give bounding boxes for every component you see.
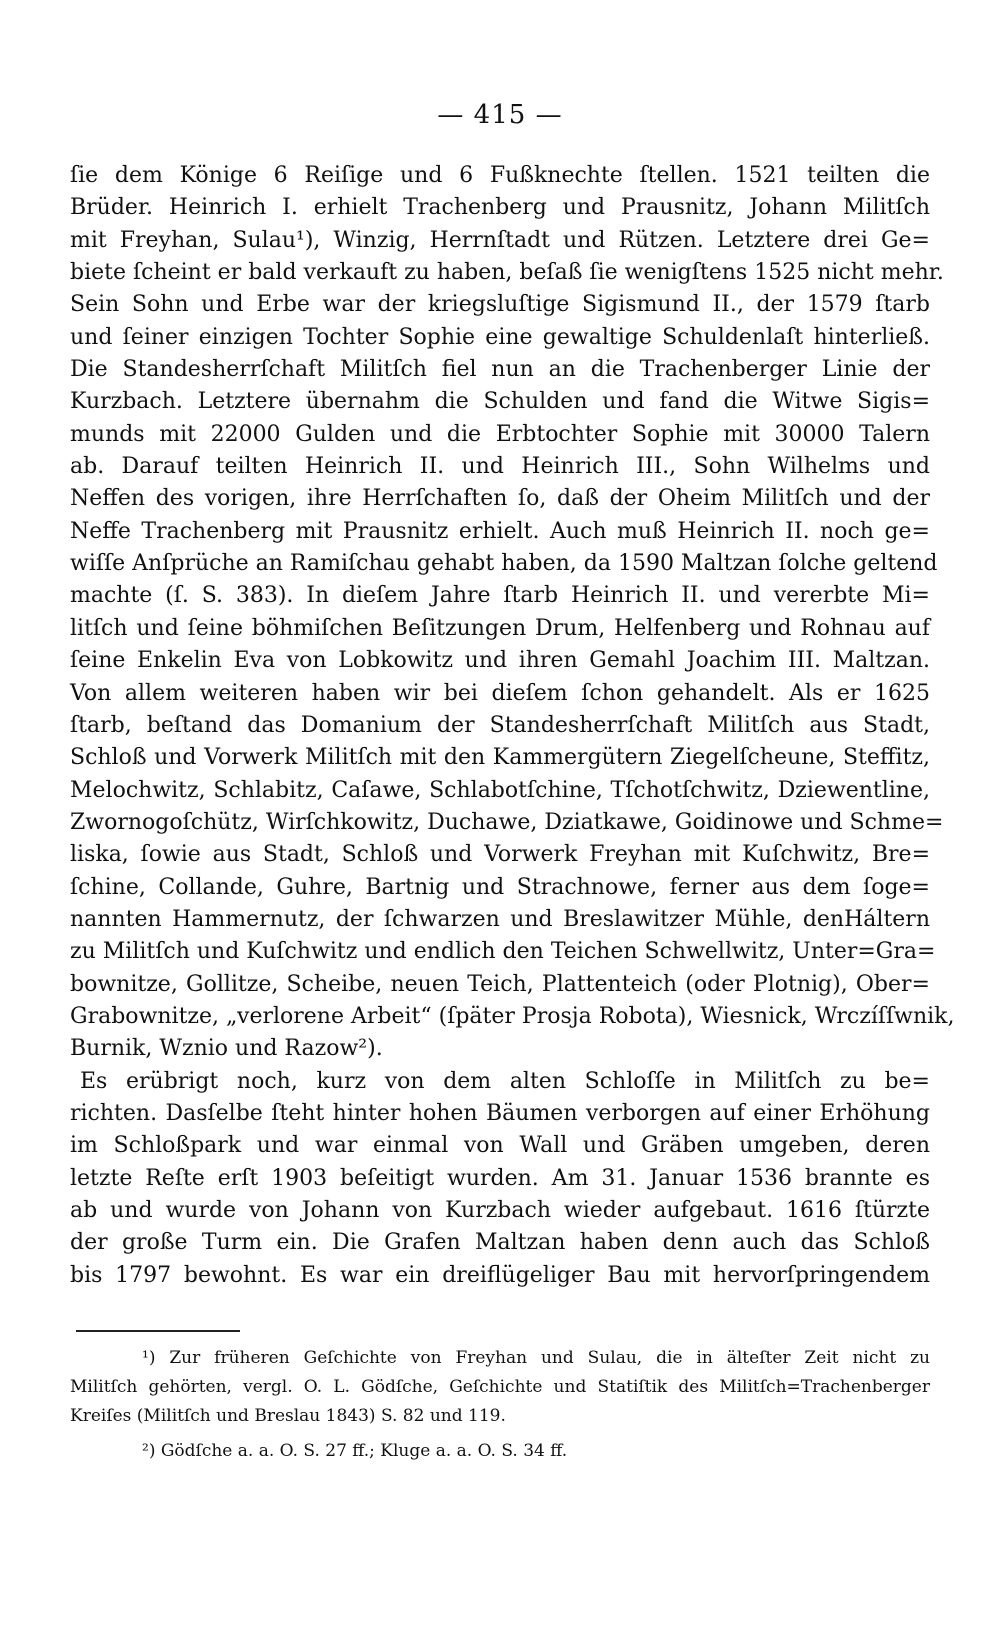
footnote-divider [76, 1330, 240, 1332]
text-line: Grabownitze, „verlorene Arbeit“ (ſpäter Prosja Robota), Wiesnick, Wrczíſſwnik, [70, 1003, 955, 1029]
text-line: ſeine Enkelin Eva von Lobkowitz und ihren Gemahl Joachim III. Maltzan. [70, 648, 930, 674]
page-number: — 415 — [437, 100, 563, 130]
text-line: Von allem weiteren haben wir bei dieſem ſchon gehandelt. Als er 1625 [70, 680, 930, 706]
text-line: ſchine, Collande, Guhre, Bartnig und Strachnowe, ferner aus dem ſoge= [70, 874, 930, 900]
text-line: wiſſe Anſprüche an Ramiſchau gehabt haben, da 1590 Maltzan ſolche geltend [70, 551, 938, 577]
footnote-line: Militſch gehörten, vergl. O. L. Gödſche, Geſchichte und Statiſtik des Militſch=Trachenberger [70, 1377, 930, 1397]
text-line: und ſeiner einzigen Tochter Sophie eine gewaltige Schuldenlaſt hinterließ. [70, 324, 930, 350]
footnote-line: ¹) Zur früheren Geſchichte von Freyhan und Sulau, die in älteſter Zeit nicht zu [142, 1348, 930, 1368]
text-line: letzte Reſte erſt 1903 beſeitigt wurden. Am 31. Januar 1536 brannte es [70, 1165, 930, 1191]
footnote-line: ²) Gödſche a. a. O. S. 27 ff.; Kluge a. a. O. S. 34 ff. [142, 1441, 568, 1461]
text-line: ſtarb, beſtand das Domanium der Standesherrſchaft Militſch aus Stadt, [70, 712, 930, 738]
text-line: Neffen des vorigen, ihre Herrſchaften ſo, daß der Oheim Militſch und der [70, 486, 930, 512]
text-line: Die Standesherrſchaft Militſch fiel nun an die Trachenberger Linie der [70, 357, 930, 383]
text-line: richten. Dasſelbe ſteht hinter hohen Bäumen verborgen auf einer Erhöhung [70, 1100, 930, 1126]
text-line: bis 1797 bewohnt. Es war ein dreiflügeliger Bau mit hervorſpringendem [70, 1262, 930, 1288]
text-line: biete ſcheint er bald verkauft zu haben, beſaß ſie wenigſtens 1525 nicht mehr. [70, 260, 944, 286]
text-line: Sein Sohn und Erbe war der kriegsluſtige Sigismund II., der 1579 ſtarb [70, 292, 930, 318]
text-line: Zwornogoſchütz, Wirſchkowitz, Duchawe, Dziatkawe, Goidinowe und Schme= [70, 809, 944, 835]
text-line: zu Militſch und Kuſchwitz und endlich den Teichen Schwellwitz, Unter=Gra= [70, 939, 936, 965]
text-line: im Schloßpark und war einmal von Wall und Gräben umgeben, deren [70, 1133, 930, 1159]
text-line: Brüder. Heinrich I. erhielt Trachenberg und Prausnitz, Johann Militſch [70, 195, 930, 221]
text-line: Schloß und Vorwerk Militſch mit den Kammergütern Ziegelſcheune, Steffitz, [70, 745, 930, 771]
text-line: munds mit 22000 Gulden und die Erbtochter Sophie mit 30000 Talern [70, 421, 930, 447]
text-line: Neffe Trachenberg mit Prausnitz erhielt. Auch muß Heinrich II. noch ge= [70, 518, 930, 544]
text-line: ſie dem Könige 6 Reiſige und 6 Fußknechte ſtellen. 1521 teilten die [70, 163, 930, 188]
text-line: der große Turm ein. Die Grafen Maltzan haben denn auch das Schloß [70, 1230, 930, 1256]
text-line: mit Freyhan, Sulau¹), Winzig, Herrnſtadt und Rützen. Letztere drei Ge= [70, 227, 930, 253]
body-text [70, 160, 955, 1292]
text-line: Melochwitz, Schlabitz, Caſawe, Schlabotſchine, Tſchotſchwitz, Dziewentline, [70, 777, 930, 803]
text-line: ab. Darauf teilten Heinrich II. und Heinrich III., Sohn Wilhelms und [70, 454, 930, 480]
text-line: liska, ſowie aus Stadt, Schloß und Vorwerk Freyhan mit Kuſchwitz, Bre= [70, 842, 930, 868]
text-line: Kurzbach. Letztere übernahm die Schulden und fand die Witwe Sigis= [70, 389, 930, 415]
text-line: bownitze, Gollitze, Scheibe, neuen Teich, Plattenteich (oder Plotnig), Ober= [70, 971, 930, 997]
text-line: litſch und ſeine böhmiſchen Beſitzungen Drum, Helfenberg und Rohnau auf [70, 615, 930, 641]
text-line: Burnik, Wznio und Razow²). [70, 1036, 383, 1062]
text-line: nannten Hammernutz, der ſchwarzen und Breslawitzer Mühle, denHáltern [70, 906, 930, 932]
text-line: machte (ſ. S. 383). In dieſem Jahre ſtarb Heinrich II. und vererbte Mi= [70, 583, 930, 609]
text-line: ab und wurde von Johann von Kurzbach wieder aufgebaut. 1616 ſtürzte [70, 1198, 930, 1223]
text-line: Es erübrigt noch, kurz von dem alten Schloſſe in Militſch zu be= [80, 1068, 930, 1094]
footnote-line: Kreiſes (Militſch und Breslau 1843) S. 82 und 119. [70, 1406, 506, 1426]
footnotes [70, 1344, 930, 1466]
